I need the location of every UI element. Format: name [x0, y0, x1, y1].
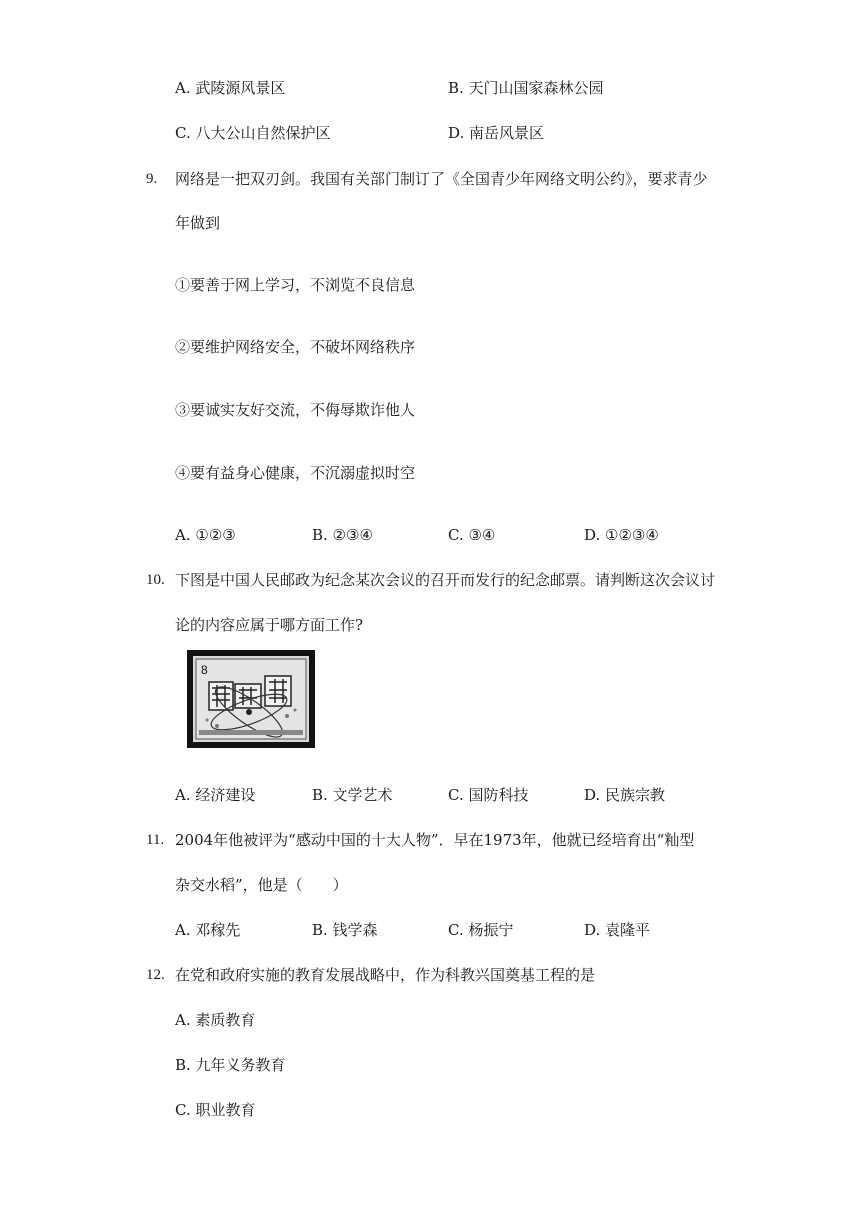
q11-option-c: C. 杨振宁: [448, 921, 514, 939]
commemorative-stamp-image: [187, 650, 315, 748]
q9-option-c: C. ③④: [448, 526, 496, 544]
q11-stem-line2: 杂交水稻”，他是（ ）: [175, 876, 348, 894]
q10-option-b: B. 文学艺术: [312, 786, 393, 804]
stamp-illustration: [187, 650, 315, 748]
q9-option-d: D. ①②③④: [584, 526, 659, 544]
q11-stem-line1: 2004年他被评为“感动中国的十大人物”．早在1973年，他就已经培育出“籼型: [175, 831, 695, 849]
q11-option-d: D. 袁隆平: [584, 921, 651, 939]
stamp-glyph-block-left: [209, 682, 233, 710]
q9-stem-line2: 年做到: [175, 214, 221, 232]
q11-number: 11.: [146, 832, 165, 848]
stamp-value: 8: [201, 663, 208, 677]
q12-number: 12.: [146, 967, 165, 983]
q9-stem-line1: 网络是一把双刃剑。我国有关部门制订了《全国青少年网络文明公约》，要求青少: [175, 170, 708, 188]
q11-option-b: B. 钱学森: [312, 921, 378, 939]
q8-option-b: B. 天门山国家森林公园: [448, 79, 604, 97]
q9-number: 9.: [146, 171, 158, 187]
q9-option-b: B. ②③④: [312, 526, 373, 544]
q10-option-c: C. 国防科技: [448, 786, 529, 804]
q10-stem-line1: 下图是中国人民邮政为纪念某次会议的召开而发行的纪念邮票。请判断这次会议讨: [175, 571, 716, 589]
q9-item-3: ③要诚实友好交流，不侮辱欺诈他人: [175, 401, 416, 419]
q12-option-c: C. 职业教育: [175, 1101, 256, 1119]
q12-stem-line1: 在党和政府实施的教育发展战略中，作为科教兴国奠基工程的是: [175, 966, 596, 984]
stamp-caption-band: [199, 730, 303, 735]
q12-option-a: A. 素质教育: [175, 1011, 256, 1029]
q8-option-a: A. 武陵源风景区: [175, 79, 286, 97]
q9-item-4: ④要有益身心健康，不沉溺虚拟时空: [175, 464, 416, 482]
q8-option-c: C. 八大公山自然保护区: [175, 124, 331, 142]
q10-stem-line2: 论的内容应属于哪方面工作?: [175, 616, 364, 634]
q9-item-2: ②要维护网络安全，不破坏网络秩序: [175, 338, 416, 356]
q10-option-a: A. 经济建设: [175, 786, 256, 804]
q12-option-b: B. 九年义务教育: [175, 1056, 286, 1074]
stamp-glyph-block-center: [235, 684, 261, 708]
q9-item-1: ①要善于网上学习，不浏览不良信息: [175, 276, 416, 294]
q8-option-d: D. 南岳风景区: [448, 124, 545, 142]
q11-option-a: A. 邓稼先: [175, 921, 241, 939]
q9-option-a: A. ①②③: [175, 526, 236, 544]
q10-option-d: D. 民族宗教: [584, 786, 666, 804]
q10-number: 10.: [146, 572, 165, 588]
